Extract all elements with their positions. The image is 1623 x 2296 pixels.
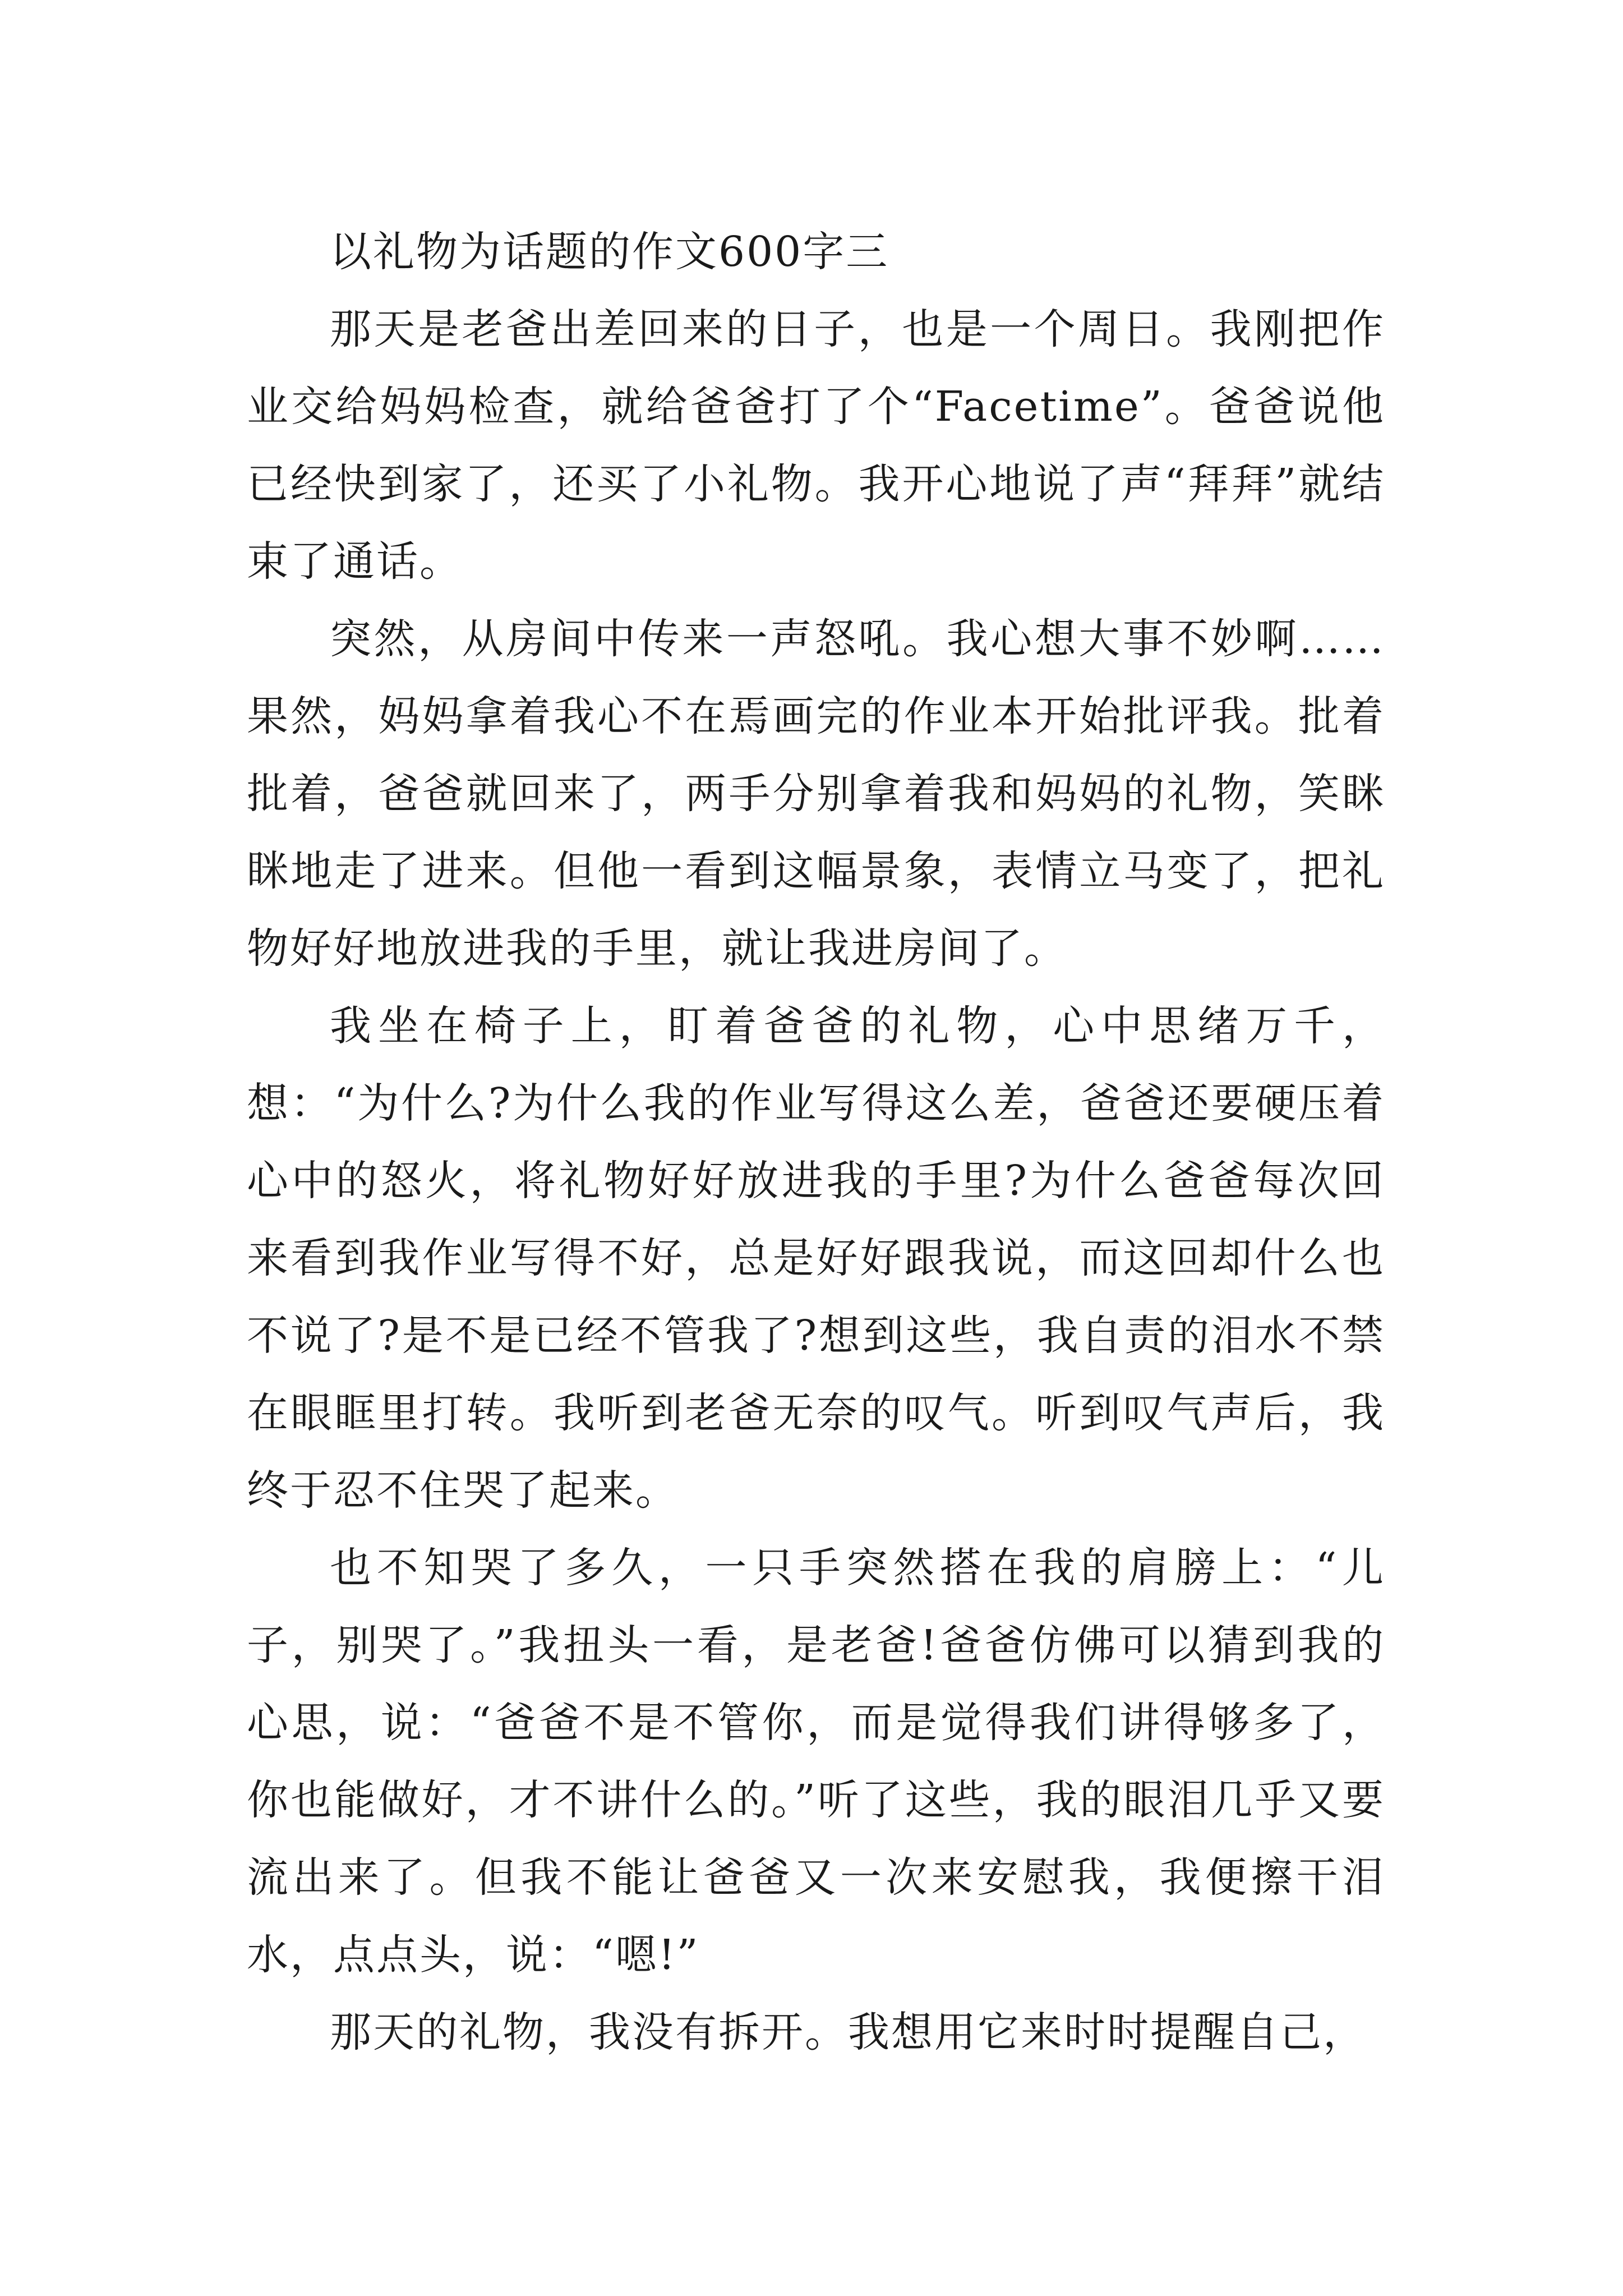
paragraph-3: 我坐在椅子上，盯着爸爸的礼物，心中思绪万千，想：“为什么?为什么我的作业写得这么差，爸爸还要硬压着心中的怒火，将礼物好好放进我的手里?为什么爸爸每次回来看到我作业写得不好，总是好好跟我说，而这回却什么也不说了?是不是已经不管我了?想到这些，我自责的泪水不禁在眼眶里打转。我听到老爸无奈的叹气。听到叹气声后，我终于忍不住哭了起来。: [247, 1002, 1385, 1515]
paragraph-2: 突然，从房间中传来一声怒吼。我心想大事不妙啊……果然，妈妈拿着我心不在焉画完的作业本开始批评我。批着批着，爸爸就回来了，两手分别拿着我和妈妈的礼物，笑眯眯地走了进来。但他一看到这幅景象，表情立马变了，把礼物好好地放进我的手里，就让我进房间了。: [247, 615, 1385, 973]
paragraph-5: 那天的礼物，我没有拆开。我想用它来时时提醒自己，: [330, 2008, 1366, 2056]
paragraph-4: 也不知哭了多久，一只手突然搭在我的肩膀上：“儿子，别哭了。”我扭头一看，是老爸!爸爸仿佛可以猜到我的心思，说：“爸爸不是不管你，而是觉得我们讲得够多了，你也能做好，才不讲什么的。”听了这些，我的眼泪几乎又要流出来了。但我不能让爸爸又一次来安慰我，我便擦干泪水，点点头，说：“嗯!”: [247, 1544, 1385, 1979]
essay-body: [247, 213, 1385, 2071]
essay-title: 以礼物为话题的作文600字三: [330, 228, 889, 276]
paragraph-1: 那天是老爸出差回来的日子，也是一个周日。我刚把作业交给妈妈检查，就给爸爸打了个“Facetime”。爸爸说他已经快到家了，还买了小礼物。我开心地说了声“拜拜”就结束了通话。: [247, 305, 1385, 586]
